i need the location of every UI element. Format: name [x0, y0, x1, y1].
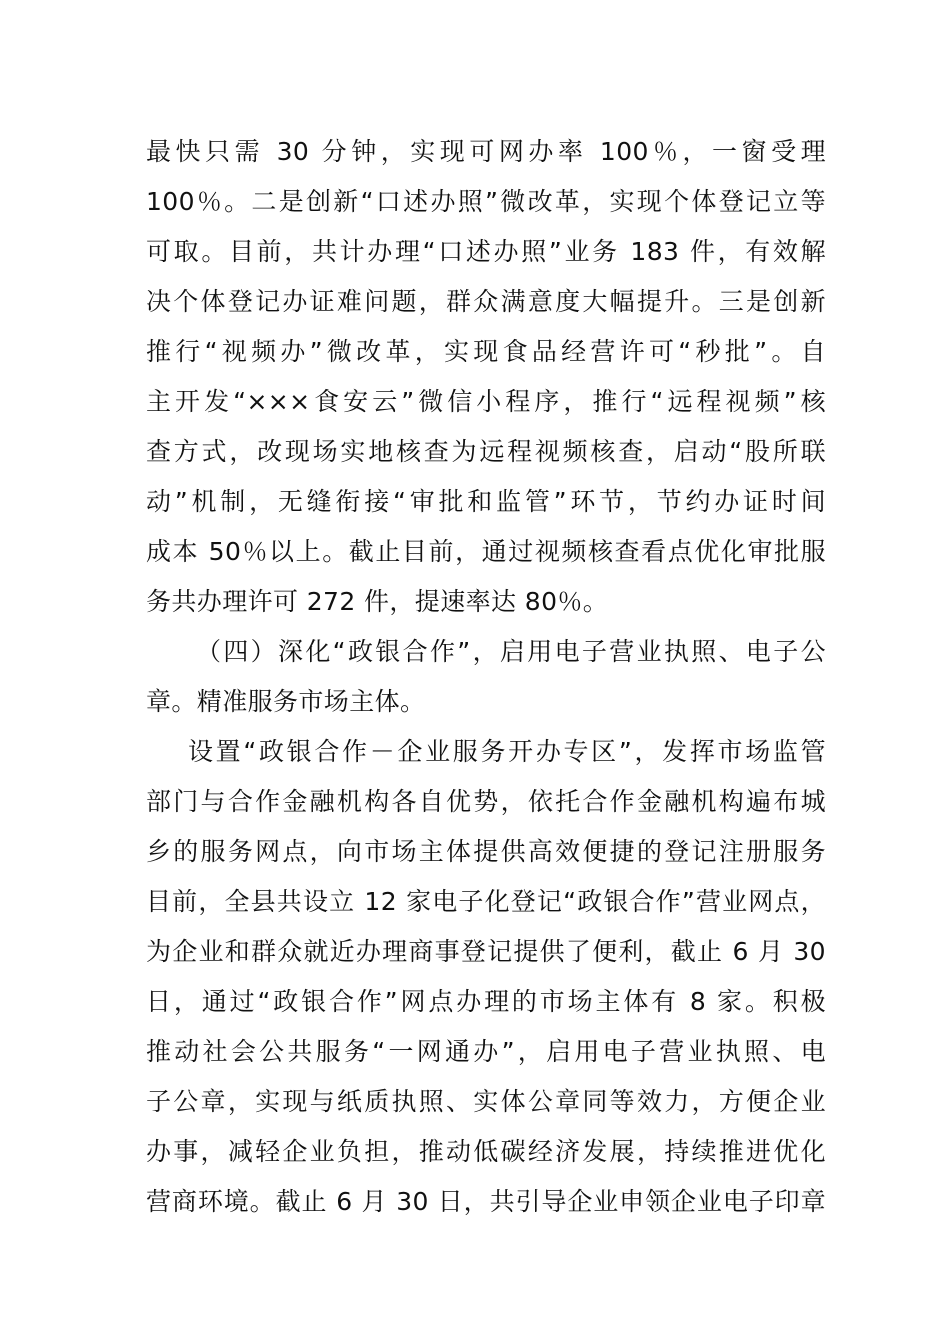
body-line-17: 为企业和群众就近办理商事登记提供了便利，截止 6 月 30 — [146, 937, 826, 966]
body-line-19: 推动社会公共服务“一网通办”，启用电子营业执照、电 — [146, 1037, 826, 1066]
body-line-4: 决个体登记办证难问题，群众满意度大幅提升。三是创新 — [146, 287, 826, 316]
body-line-9: 成本 50％以上。截止目前，通过视频核查看点优化审批服 — [146, 537, 826, 566]
body-line-6: 主开发“×××食安云”微信小程序，推行“远程视频”核 — [146, 387, 826, 416]
body-line-5: 推行“视频办”微改革，实现食品经营许可“秒批”。自 — [146, 337, 826, 366]
body-line-3: 可取。目前，共计办理“口述办照”业务 183 件，有效解 — [146, 237, 826, 266]
document-body — [146, 130, 826, 1230]
body-line-20: 子公章，实现与纸质执照、实体公章同等效力，方便企业 — [146, 1087, 826, 1116]
section-heading-line-2: 章。精准服务市场主体。 — [146, 687, 426, 716]
body-line-21: 办事，减轻企业负担，推动低碳经济发展，持续推进优化 — [146, 1137, 826, 1166]
body-line-1: 最快只需 30 分钟，实现可网办率 100％，一窗受理 — [146, 137, 826, 166]
body-line-22: 营商环境。截止 6 月 30 日，共引导企业申领企业电子印章 — [146, 1187, 826, 1216]
body-line-8: 动”机制，无缝衔接“审批和监管”环节，节约办证时间 — [146, 487, 826, 516]
body-line-15: 乡的服务网点，向市场主体提供高效便捷的登记注册服务 — [146, 837, 826, 866]
section-heading-line-1: （四）深化“政银合作”，启用电子营业执照、电子公 — [196, 637, 826, 666]
body-line-18: 日，通过“政银合作”网点办理的市场主体有 8 家。积极 — [146, 987, 826, 1016]
body-line-14: 部门与合作金融机构各自优势，依托合作金融机构遍布城 — [146, 787, 826, 816]
body-line-13: 设置“政银合作－企业服务开办专区”，发挥市场监管 — [188, 737, 826, 766]
body-line-10: 务共办理许可 272 件，提速率达 80％。 — [146, 587, 609, 616]
body-line-16: 目前，全县共设立 12 家电子化登记“政银合作”营业网点， — [146, 887, 826, 916]
body-line-7: 查方式，改现场实地核查为远程视频核查，启动“股所联 — [146, 437, 826, 466]
body-line-2: 100％。二是创新“口述办照”微改革，实现个体登记立等 — [146, 187, 826, 216]
